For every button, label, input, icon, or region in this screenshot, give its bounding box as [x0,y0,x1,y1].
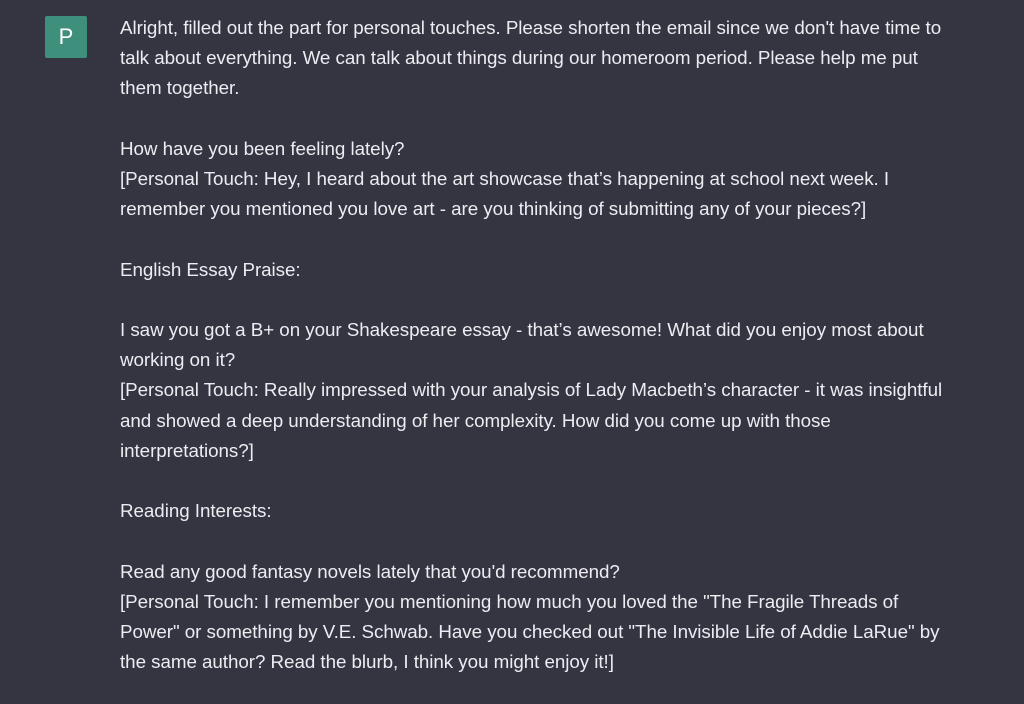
reading-question: Read any good fantasy novels lately that you'd recommend? [120,560,620,582]
paragraph-gap [120,526,950,556]
essay-text: I saw you got a B+ on your Shakespeare essay - that’s awesome! What did you enjoy most about working on it? [120,318,924,371]
message-content [120,13,950,677]
intro-paragraph: Alright, filled out the part for personal touches. Please shorten the email since we don't have time to talk about everything. We can talk about things during our homeroom period. Please help me put them together. [120,17,942,99]
reading-personal-touch: [Personal Touch: I remember you mentioning how much you loved the "The Fragile Threads of Power" or something by V.E. Schwab. Have you checked out "The Invisible Life of Addie LaRue" by the same author? Read the blurb, I think you might enjoy it!] [120,590,940,673]
reading-heading: Reading Interests: [120,500,272,522]
feeling-question: How have you been feeling lately? [120,137,405,159]
essay-personal-touch: [Personal Touch: Really impressed with your analysis of Lady Macbeth’s character - it was insightful and showed a deep understanding of her complexity. How did you come up with those interpretations?] [120,379,943,461]
paragraph-gap [120,224,950,254]
paragraph-gap [120,104,950,134]
feeling-personal-touch: [Personal Touch: Hey, I heard about the art showcase that’s happening at school next week. I remember you mentioned you love art - are you thinking of submitting any of your pieces?] [120,168,890,220]
user-avatar: P [45,16,87,58]
paragraph-gap [120,285,950,315]
paragraph-gap [120,466,950,496]
essay-heading: English Essay Praise: [120,258,301,280]
